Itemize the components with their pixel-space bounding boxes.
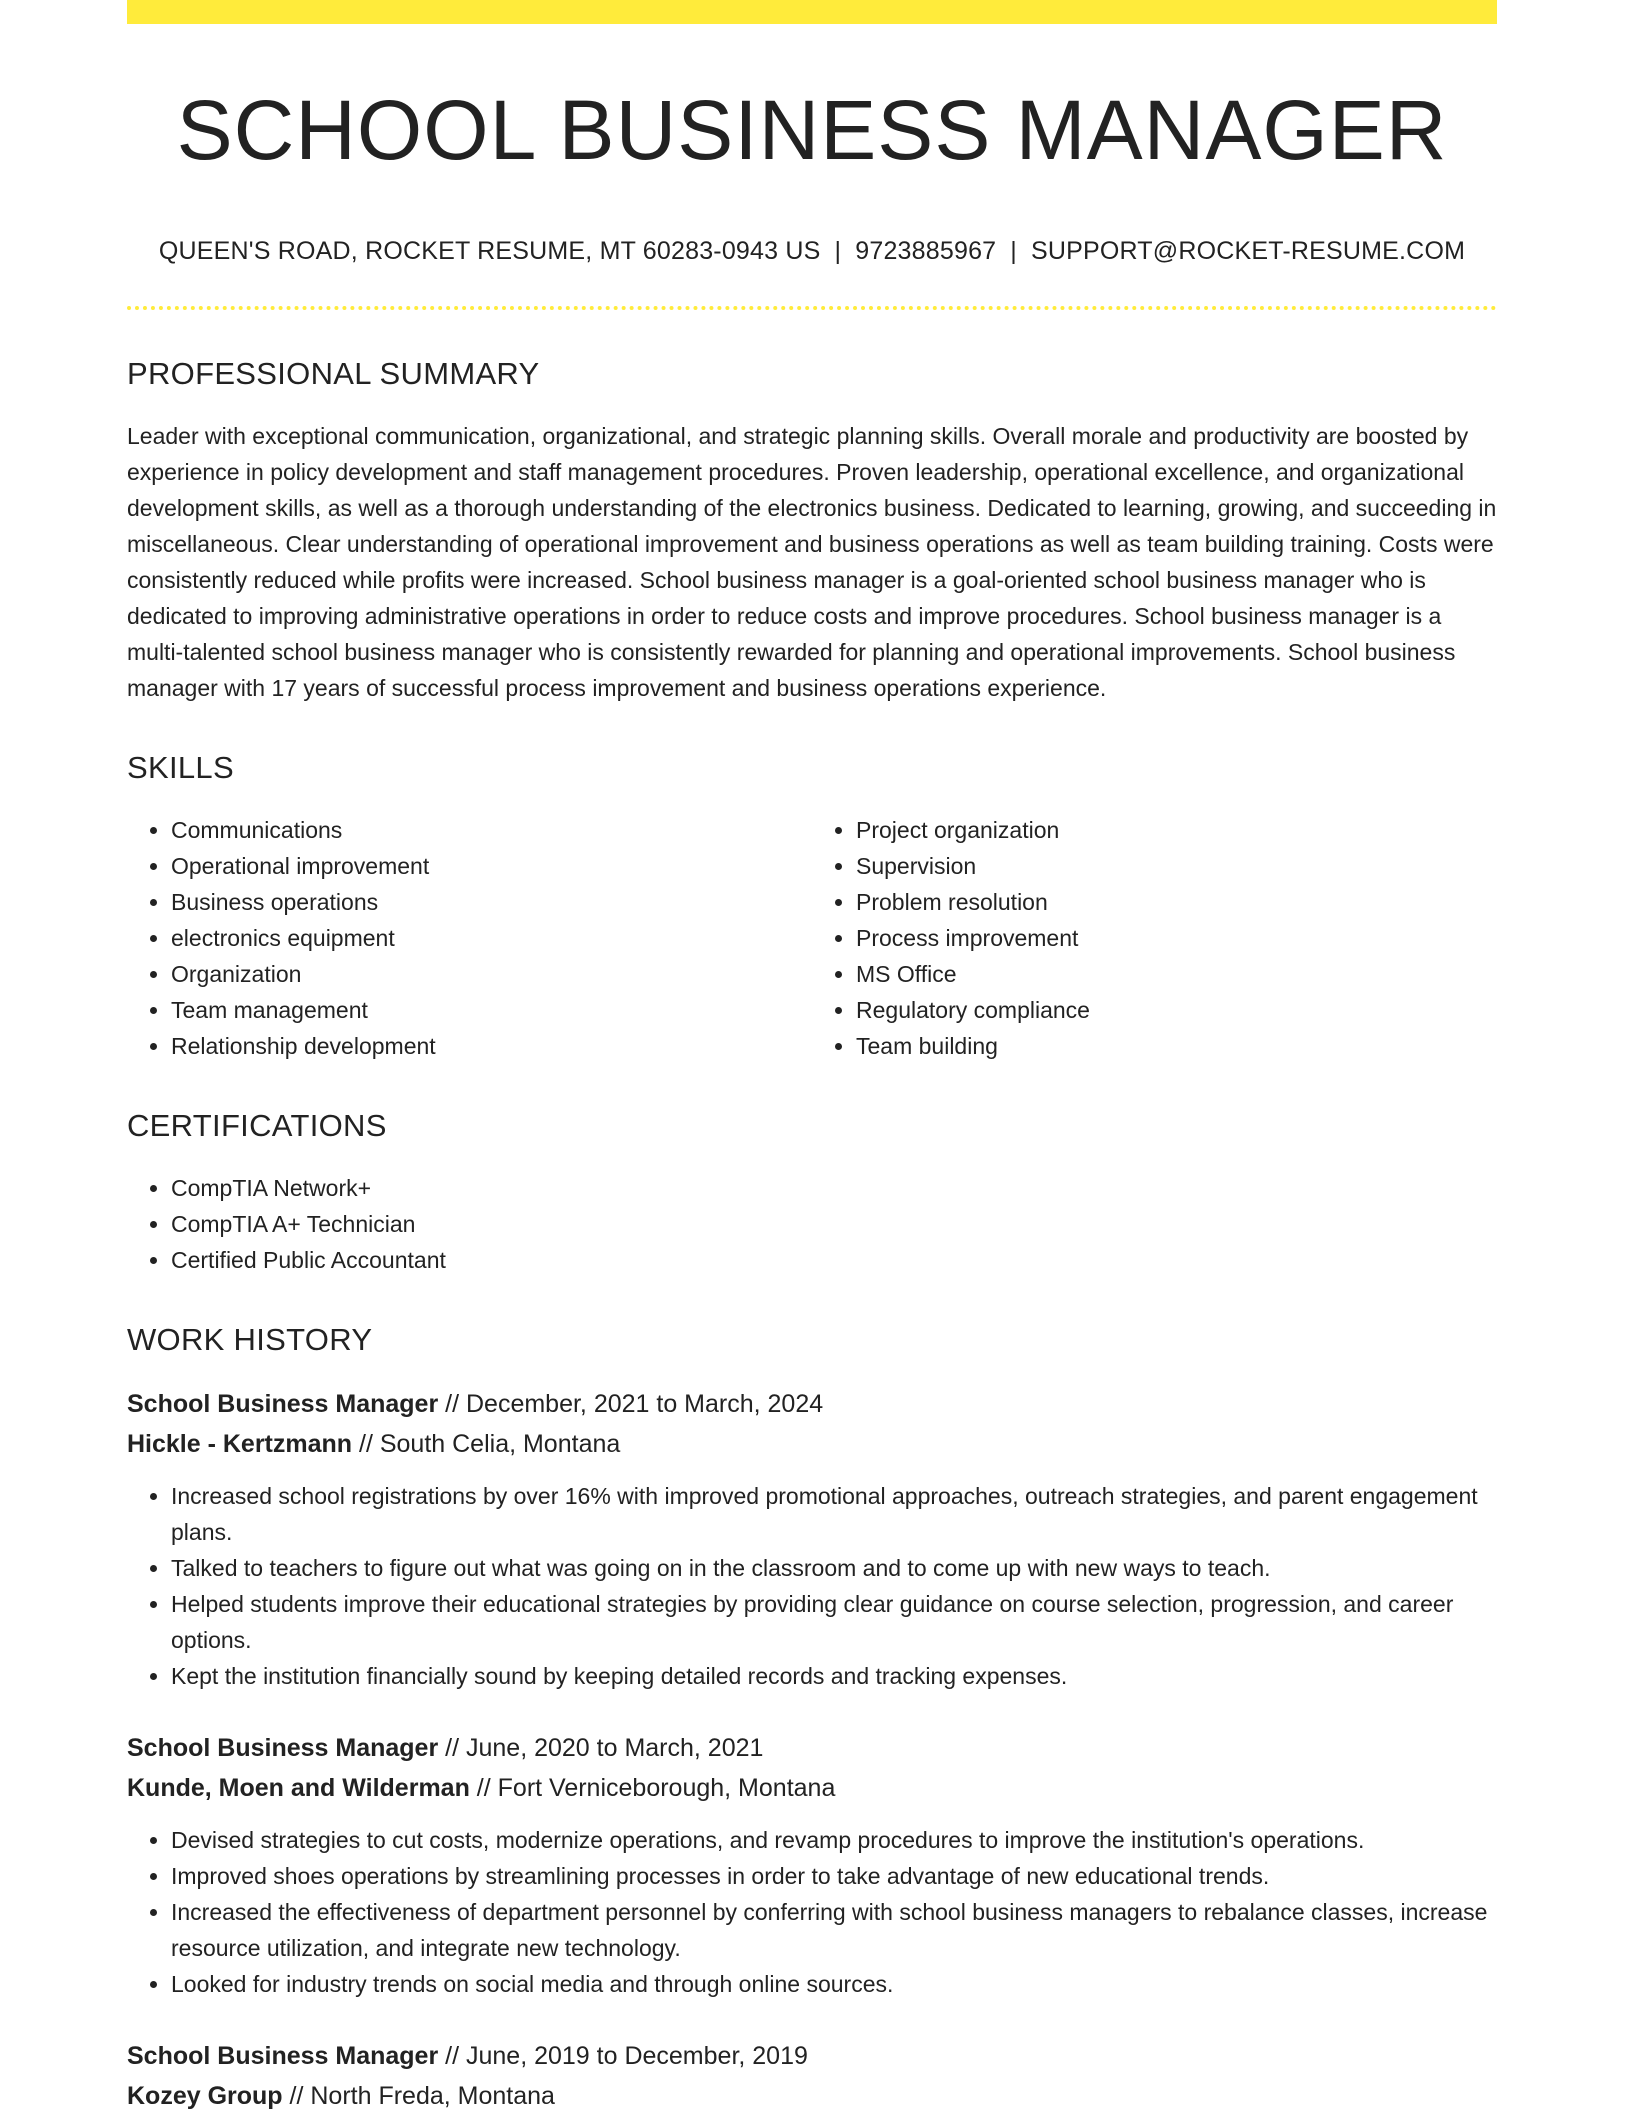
job-location: // South Celia, Montana — [352, 1429, 621, 1458]
job-dates: // June, 2019 to December, 2019 — [438, 2041, 808, 2070]
job-title-line — [127, 1384, 1497, 1424]
certification-item: • CompTIA Network+ — [171, 1170, 1497, 1206]
job-bullet: • Talked to teachers to figure out what was going on in the classroom and to come up with new ways to teach. — [171, 1550, 1497, 1586]
job-title: School Business Manager — [127, 1389, 439, 1418]
skill-item: • Team management — [171, 992, 812, 1028]
job-title: School Business Manager — [127, 1733, 439, 1762]
job-title-line — [127, 1728, 1497, 1768]
job-company-line — [127, 1424, 1497, 1464]
job-bullet: • Helped students improve their educational strategies by providing clear guidance on course selection, progression, and career options. — [171, 1586, 1497, 1658]
contact-line — [127, 237, 1497, 266]
job-entry — [127, 1728, 1497, 2002]
skill-item: • MS Office — [856, 956, 1497, 992]
job-entry — [127, 1384, 1497, 1694]
contact-separator: | — [1010, 236, 1017, 265]
skill-item: • Relationship development — [171, 1028, 812, 1064]
skills-columns — [127, 812, 1497, 1064]
job-bullet: • Increased school registrations by over 16% with improved promotional approaches, outreach strategies, and parent engagement plans. — [171, 1478, 1497, 1550]
resume-page — [127, 0, 1497, 2116]
address: QUEEN'S ROAD, ROCKET RESUME, MT 60283-0943 US — [158, 236, 821, 265]
certifications-heading: CERTIFICATIONS — [127, 1107, 387, 1143]
resume-title: SCHOOL BUSINESS MANAGER — [176, 83, 1448, 177]
email: SUPPORT@ROCKET-RESUME.COM — [1030, 236, 1466, 265]
skill-item: • Problem resolution — [856, 884, 1497, 920]
job-bullet: • Improved shoes operations by streamlining processes in order to take advantage of new educational trends. — [171, 1858, 1497, 1894]
job-title-line — [127, 2036, 1497, 2076]
skill-item: • electronics equipment — [171, 920, 812, 956]
job-location: // Fort Verniceborough, Montana — [469, 1773, 836, 1802]
skills-list-left — [127, 812, 812, 1064]
skill-item: • Process improvement — [856, 920, 1497, 956]
job-bullet: • Kept the institution financially sound by keeping detailed records and tracking expenses. — [171, 1658, 1497, 1694]
job-company-line — [127, 1768, 1497, 1808]
skill-item: • Communications — [171, 812, 812, 848]
skill-item: • Team building — [856, 1028, 1497, 1064]
job-bullet: • Increased the effectiveness of department personnel by conferring with school business managers to rebalance classes, increase resource utilization, and integrate new technology. — [171, 1894, 1497, 1966]
skill-item: • Business operations — [171, 884, 812, 920]
skill-item: • Supervision — [856, 848, 1497, 884]
skills-heading: SKILLS — [127, 749, 234, 785]
dotted-divider — [127, 306, 1497, 310]
certification-item: • CompTIA A+ Technician — [171, 1206, 1497, 1242]
job-dates: // June, 2020 to March, 2021 — [438, 1733, 764, 1762]
job-bullet: • Looked for industry trends on social media and through online sources. — [171, 1966, 1497, 2002]
summary-heading: PROFESSIONAL SUMMARY — [127, 355, 540, 391]
contact-separator: | — [834, 236, 842, 265]
job-dates: // December, 2021 to March, 2024 — [438, 1389, 824, 1418]
job-location: // North Freda, Montana — [282, 2081, 555, 2110]
skills-list-right — [812, 812, 1497, 1064]
certification-item: • Certified Public Accountant — [171, 1242, 1497, 1278]
job-company: Kunde, Moen and Wilderman — [127, 1773, 470, 1802]
summary-text: Leader with exceptional communication, organizational, and strategic planning skills. Overall morale and productivity are boosted by experience in policy development and staff management procedures. Proven leadership, operational excellence, and organizational development skills, as well as a thorough understanding of the electronics business. Dedicated to learning, growing, and succeeding in miscellaneous. Clear understanding of operational improvement and business operations as well as team building training. Costs were consistently reduced while profits were increased. School business manager is a goal-oriented school business manager who is dedicated to improving administrative operations in order to reduce costs and improve procedures. School business manager is a multi-talented school business manager who is consistently rewarded for planning and operational improvements. School business manager with 17 years of successful process improvement and business operations experience. — [127, 422, 1497, 701]
work-history-heading: WORK HISTORY — [127, 1321, 373, 1357]
skill-item: • Project organization — [856, 812, 1497, 848]
job-title: School Business Manager — [127, 2041, 439, 2070]
skill-item: • Organization — [171, 956, 812, 992]
certifications-list — [127, 1170, 1497, 1278]
accent-bar — [127, 0, 1497, 24]
job-bullet: • Devised strategies to cut costs, modernize operations, and revamp procedures to improve the institution's operations. — [171, 1822, 1497, 1858]
job-bullets — [127, 1478, 1497, 1694]
job-company-line — [127, 2076, 1497, 2116]
job-bullets — [127, 1822, 1497, 2002]
skill-item: • Operational improvement — [171, 848, 812, 884]
job-company: Kozey Group — [127, 2081, 283, 2110]
job-entry — [127, 2036, 1497, 2116]
skill-item: • Regulatory compliance — [856, 992, 1497, 1028]
job-company: Hickle - Kertzmann — [127, 1429, 353, 1458]
phone: 9723885967 — [855, 236, 997, 265]
